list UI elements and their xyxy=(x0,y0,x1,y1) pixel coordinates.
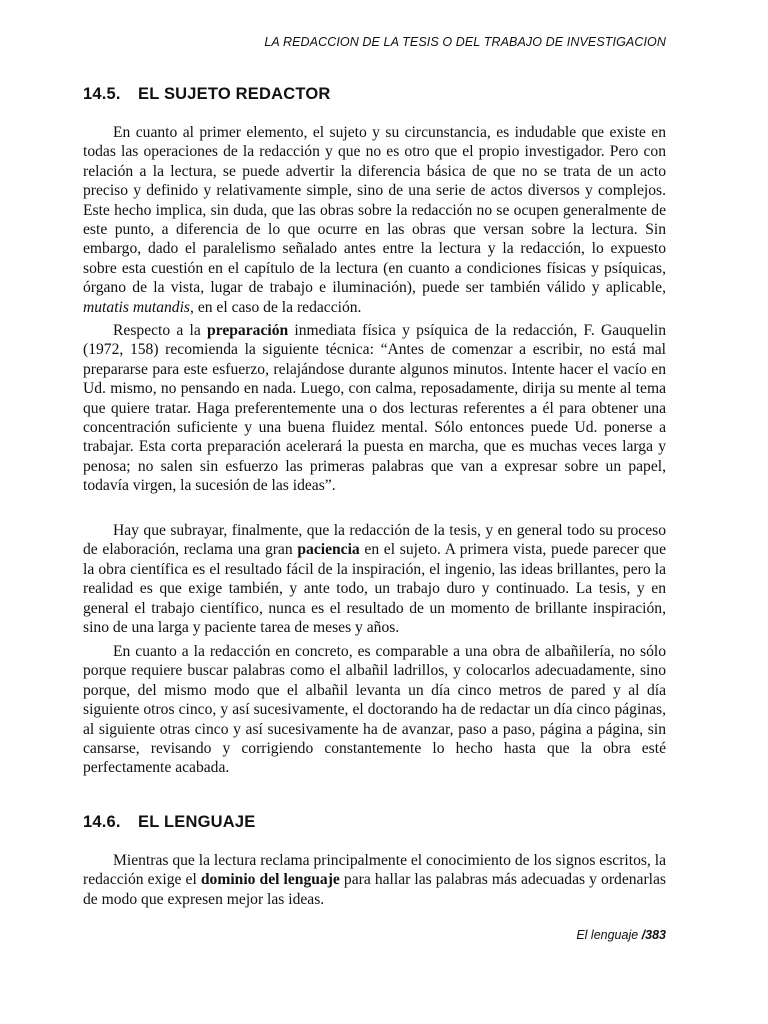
page-footer xyxy=(576,928,666,942)
section-number: 14.5. xyxy=(83,85,121,103)
section-heading-sujeto-redactor xyxy=(83,85,330,104)
section-title-text: EL SUJETO REDACTOR xyxy=(138,85,331,103)
paragraph: En cuanto a la redacción en concreto, es comparable a una obra de albañilería, no sólo porque requiere buscar palabras como el albañil ladrillos, y colocarlos adecuadamente, sino porque, del mismo modo que el albañil levanta un día cinco metros de pared y al día siguiente otros cinco, y así sucesivamente, el doctorando ha de redactar un día cinco páginas, al siguiente otras cinco y así sucesivamente ha de avanzar, paso a paso, página a página, sin cansarse, revisando y corrigiendo constantemente lo hecho hasta que la obra esté perfectamente acabada. xyxy=(83,643,666,777)
italic-phrase: mutatis mutandis xyxy=(83,298,191,316)
section-heading-lenguaje xyxy=(83,813,255,832)
page-number: /383 xyxy=(641,928,666,942)
paragraph-text: inmediata física y psíquica de la redacción, F. Gauquelin (1972, 158) recomienda la siguiente técnica: “Antes de comenzar a escribir, no está mal prepararse para este esfuerzo, relajándose durante algunos minutos. Intente hacer el vacío en Ud. mismo, no pensando en nada. Luego, con calma, reposadamente, dirija su mente al tema que quiere tratar. Haga preferentemente una o dos lecturas referentes a él para obtener una concentración suficiente y una buena fluidez mental. Sólo entonces puede Ud. ponerse a trabajar. Esta corta preparación acelerará la puesta en marcha, que es muchas veces larga y penosa; no salen sin esfuerzo las primeras palabras que van a expresar sobre un papel, todavía virgen, la sucesión de las ideas”. xyxy=(83,322,667,495)
paragraph-text: Respecto a la xyxy=(113,322,208,339)
bold-term: preparación xyxy=(207,322,289,339)
section-title-text: EL LENGUAJE xyxy=(138,813,256,831)
paragraph xyxy=(83,851,666,909)
section-number: 14.6. xyxy=(83,813,121,831)
running-head: LA REDACCION DE LA TESIS O DEL TRABAJO DE INVESTIGACION xyxy=(264,35,666,49)
paragraph-text: , en el caso de la redacción. xyxy=(190,298,362,316)
paragraph-text: Mientras que la lectura reclama principalmente el conocimiento de los signos escritos, la redacción exige el xyxy=(83,852,666,889)
paragraph xyxy=(83,521,666,637)
paragraph-text: En cuanto al primer elemento, el sujeto y su circunstancia, es indudable que existe en todas las operaciones de la redacción y que no es otro que el propio investigador. Pero con relación a la lectura, se puede advertir la diferencia básica de que no se trata de un acto preciso y definido y relativamente simple, sino de una serie de actos diversos y complejos. Este hecho implica, sin duda, que las obras sobre la redacción no se ocupen generalmente de este punto, a diferencia de lo que ocurre en las obras que versan sobre la lectura. Sin embargo, dado el paralelismo señalado antes entre la lectura y la redacción, lo expuesto sobre esta cuestión en el capítulo de la lectura (en cuanto a condiciones físicas y psíquicas, órgano de la vista, lugar de trabajo e iluminación), puede ser también válido y aplicable, xyxy=(83,124,666,297)
bold-term: paciencia xyxy=(297,541,360,559)
paragraph xyxy=(83,321,666,496)
paragraph xyxy=(83,123,666,317)
paragraph-text: para hallar las palabras más adecuadas y ordenarlas de modo que expresen mejor las ideas. xyxy=(83,871,666,908)
footer-section-label: El lenguaje xyxy=(576,928,642,942)
paragraph-text: en el sujeto. A primera vista, puede parecer que la obra científica es el resultado fácil de la inspiración, el ingenio, las ideas brillantes, pero la realidad es que exige también, y ante todo, un trabajo duro y continuado. La tesis, y en general el trabajo científico, nunca es el resultado de un momento de brillante inspiración, sino de una larga y paciente tarea de meses y años. xyxy=(83,541,666,637)
paragraph-text: Hay que subrayar, finalmente, que la redacción de la tesis, y en general todo su proceso de elaboración, reclama una gran xyxy=(83,522,666,559)
bold-term: dominio del lenguaje xyxy=(200,871,340,889)
